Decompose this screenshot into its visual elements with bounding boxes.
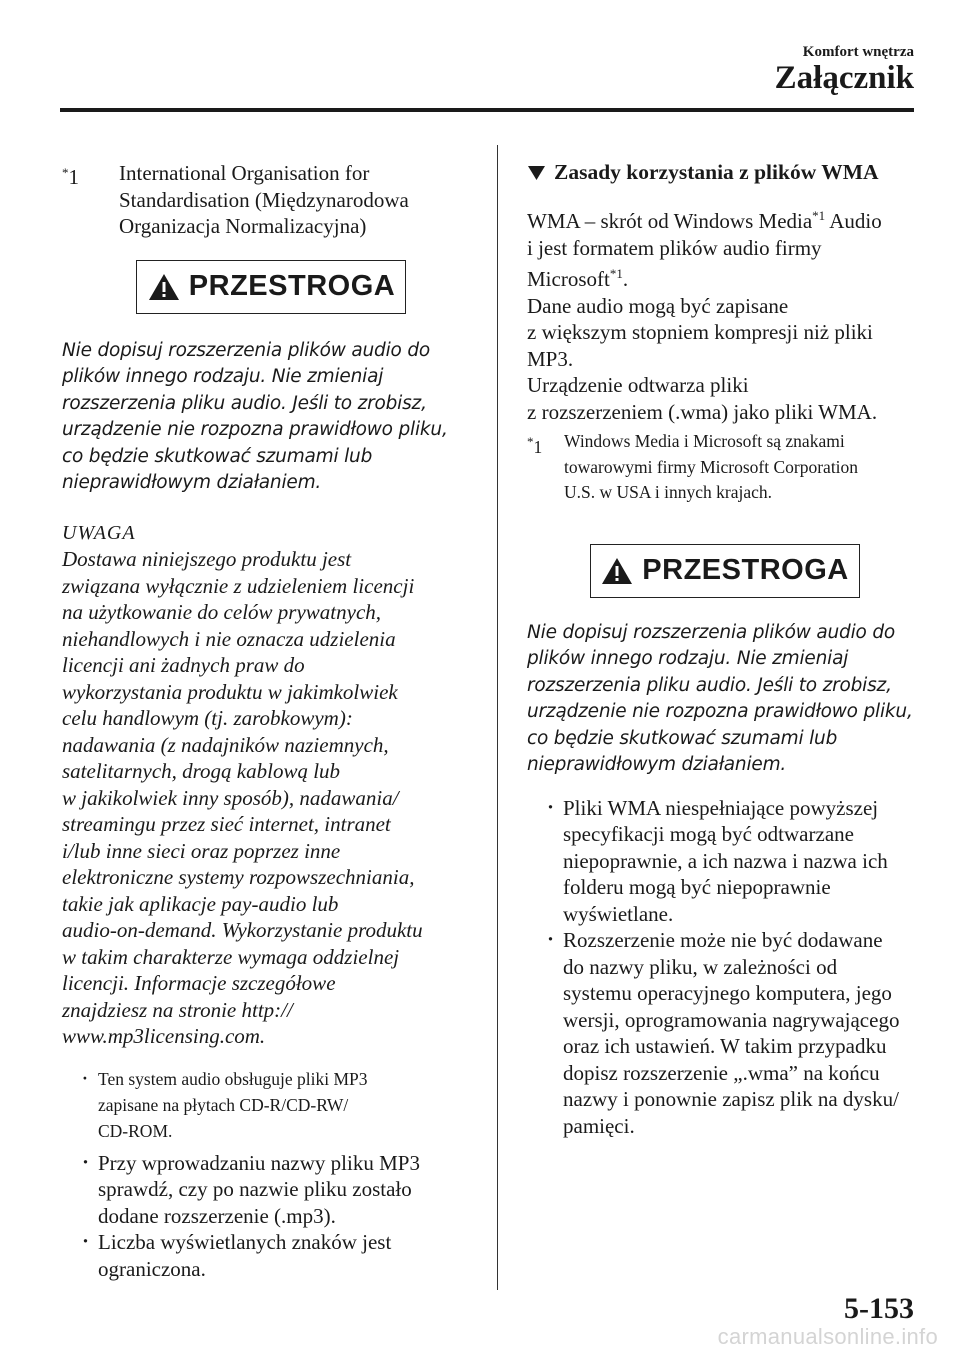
footnote-line: Organizacja Normalizacyjna) — [119, 214, 367, 238]
footnote-line: Standardisation (Międzynarodowa — [119, 187, 409, 212]
warning-icon — [147, 272, 181, 302]
caution-text: Nie dopisuj rozszerzenia plików audio do plików innego rodzaju. Nie zmieniaj rozszerzenia pliku audio. Jeśli to zrobisz, urządzenie nie rozpozna prawidłowo pliku, co będzie skutkować szumami lub nieprawidłowym działaniem. — [527, 621, 913, 775]
trademark-footnote: *1 Windows Media i Microsoft są znakami towarowymi firmy Microsoft Corporation U.S. w USA i innych krajach. — [527, 429, 922, 506]
bullet-list-small — [62, 1066, 480, 1144]
list-item: · Rozszerzenie może nie być dodawane do nazwy pliku, w zależności od systemu operacyjnego komputera, jego wersji, oprogramowania nagrywającego oraz ich ustawień. W takim przypadku dopisz rozszerzenie „.wma” na końcu nazwy i ponownie zapisz plik na dysku/ pamięci. — [527, 927, 922, 1139]
wma-intro: WMA – skrót od Windows Media$^{*1}$ Audio i jest formatem plików audio firmy Microsoft$^{*1}$. Dane audio mogą być zapisane z większym stopniem kompresji niż pliki MP3. Urządzenie odtwarza pliki z rozszerzeniem (.wma) jako pliki WMA. — [527, 208, 882, 424]
warning-icon — [600, 556, 634, 586]
list-item: · Ten system audio obsługuje pliki MP3 zapisane na płytach CD-R/CD-RW/ CD-ROM. — [62, 1066, 480, 1144]
footnote-line: International Organisation for — [119, 161, 370, 185]
section-heading: Zasady korzystania z plików WMA — [527, 160, 922, 185]
page-number: 5-153 — [844, 1292, 914, 1325]
watermark: carmanualsonline.info — [717, 1324, 938, 1349]
footnote-marker: *1 — [527, 434, 543, 457]
right-column — [527, 160, 922, 1139]
note-text: Dostawa niniejszego produktu jest związana wyłącznie z udzieleniem licencji na użytkowanie do celów prywatnych, niehandlowych i nie oznacza udzielenia licencji ani żadnych praw do wykorzystania produktu w jakimkolwiek celu handlowym (tj. zarobkowym): nadawania (z nadajników naziemnych, satelitarnych, drogą kablową lub w jakikolwiek inny sposób), nadawania/ streamingu przez sieć internet, intranet i/lub inne sieci oraz poprzez inne elektroniczne systemy rozpowszechniania, takie jak aplikacje pay-audio lub audio-on-demand. Wykorzystanie produktu w takim charakterze wymaga oddzielnej licencji. Informacje szczegółowe znajdziesz na stronie http:// www.mp3licensing.com. — [62, 547, 423, 1048]
list-item: · Przy wprowadzaniu nazwy pliku MP3 sprawdź, czy po nazwie pliku zostało dodane rozszerzenie (.mp3). — [62, 1150, 480, 1230]
caution-box — [136, 260, 406, 314]
caution-box — [590, 544, 860, 598]
list-item: · Pliki WMA niespełniające powyższej specyfikacji mogą być odtwarzane niepoprawnie, a ich nazwa i nazwa ich folderu mogą być niepoprawnie wyświetlane. — [527, 795, 922, 928]
list-item: · Liczba wyświetlanych znaków jest ograniczona. — [62, 1229, 480, 1282]
bullet-list — [62, 1150, 480, 1283]
bullet-list — [527, 795, 922, 1140]
left-column — [62, 160, 480, 1282]
caution-label: PRZESTROGA — [642, 554, 849, 586]
column-divider — [497, 145, 498, 1290]
caution-label: PRZESTROGA — [188, 270, 396, 302]
header-rule — [60, 108, 914, 112]
chapter-title: Załącznik — [774, 60, 914, 96]
caution-text: Nie dopisuj rozszerzenia plików audio do plików innego rodzaju. Nie zmieniaj rozszerzenia pliku audio. Jeśli to zrobisz, urządzenie nie rozpozna prawidłowo pliku, co będzie skutkować szumami lub nieprawidłowym działaniem. — [62, 339, 448, 493]
triangle-down-icon — [527, 165, 546, 181]
note-title: UWAGA — [62, 521, 136, 544]
iso-footnote — [62, 160, 480, 240]
section-label: Komfort wnętrza — [802, 44, 914, 60]
footnote-marker: *1 — [62, 165, 79, 189]
license-note — [62, 520, 480, 1050]
